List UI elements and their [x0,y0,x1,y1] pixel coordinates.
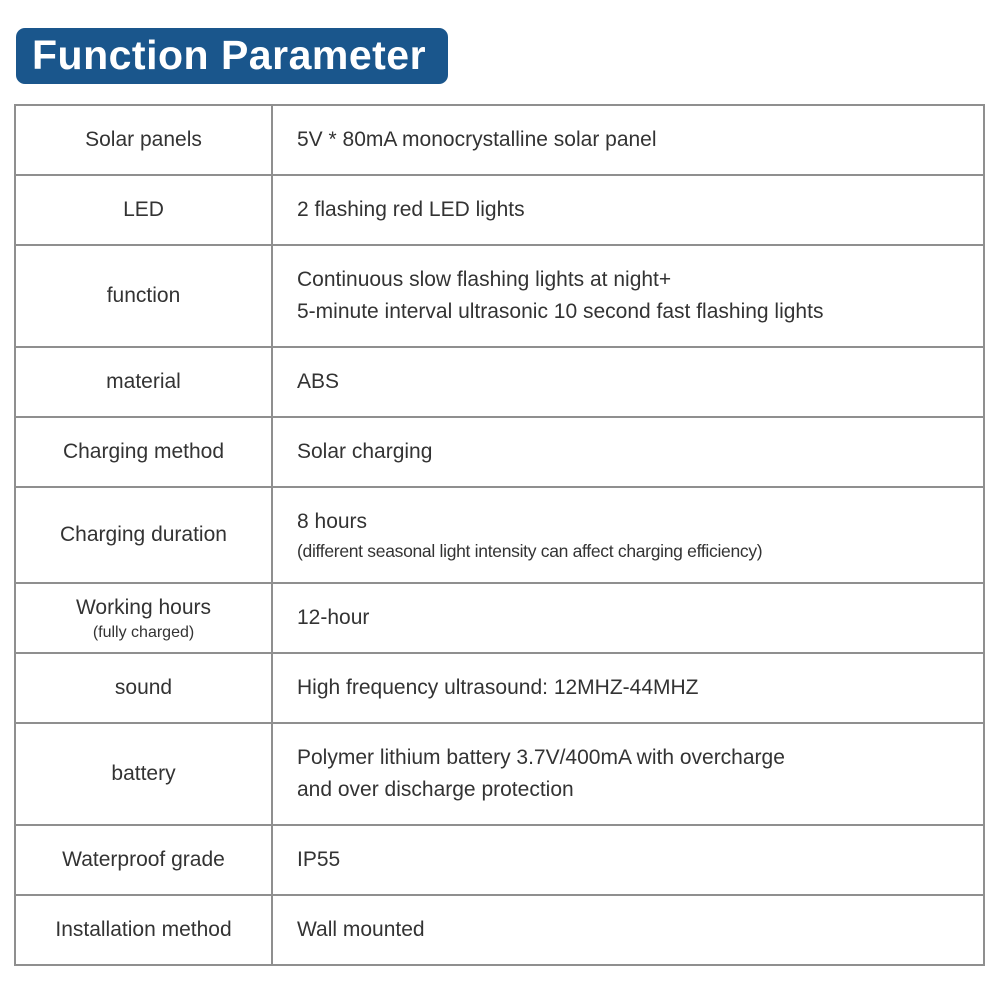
row-value [272,175,984,245]
row-label [15,583,272,653]
table-row-solar-panels [15,105,984,175]
row-value-text: 5V * 80mA monocrystalline solar panel [297,128,657,151]
row-value-text: Solar charging [297,440,433,463]
table-row-waterproof-grade [15,825,984,895]
row-value [272,105,984,175]
row-label [15,347,272,417]
row-value-note: (different seasonal light intensity can affect charging efficiency) [297,541,763,561]
row-value [272,895,984,965]
row-label-text: Charging method [62,440,225,463]
row-value-text: Wall mounted [297,918,425,941]
row-label-text: function [106,284,181,307]
row-value-text: High frequency ultrasound: 12MHZ-44MHZ [297,676,699,699]
table-row-sound [15,653,984,723]
row-label [15,417,272,487]
row-label-text: Solar panels [85,128,202,151]
row-label-text: battery [111,762,176,785]
table-row-working-hours [15,583,984,653]
page-title: Function Parameter [16,28,448,84]
row-label-text: Working hours [75,596,211,619]
row-value-text: 12-hour [297,606,370,629]
row-label [15,105,272,175]
row-label [15,245,272,347]
row-label [15,825,272,895]
row-value [272,245,984,347]
row-value-text: 2 flashing red LED lights [297,198,525,221]
row-value-text-line2: and over discharge protection [297,778,574,801]
row-label [15,723,272,825]
table-row-charging-duration [15,487,984,583]
row-label [15,175,272,245]
table-row-led [15,175,984,245]
row-value [272,723,984,825]
row-label-text: sound [114,676,173,699]
row-label-text: Waterproof grade [62,848,225,871]
row-value [272,417,984,487]
table-row-charging-method [15,417,984,487]
row-value [272,487,984,583]
row-value-text: 8 hours [297,510,368,533]
row-label [15,653,272,723]
row-value [272,583,984,653]
table-row-function [15,245,984,347]
row-value [272,347,984,417]
row-label-sub: (fully charged) [92,624,195,641]
table-row-material [15,347,984,417]
row-label [15,487,272,583]
row-value [272,825,984,895]
row-label [15,895,272,965]
row-value-text: Continuous slow flashing lights at night+ [297,268,672,291]
table-row-installation-method [15,895,984,965]
table-row-battery [15,723,984,825]
row-value-text: IP55 [297,848,341,871]
row-label-text: LED [123,198,164,221]
row-value-text: Polymer lithium battery 3.7V/400mA with overcharge [297,746,785,769]
spec-table [14,104,985,966]
row-value-text-line2: 5-minute interval ultrasonic 10 second fast flashing lights [297,300,824,323]
row-label-text: Installation method [55,918,232,941]
row-label-text: material [106,370,181,393]
row-value-text: ABS [297,370,340,393]
row-value [272,653,984,723]
row-label-text: Charging duration [60,523,227,546]
